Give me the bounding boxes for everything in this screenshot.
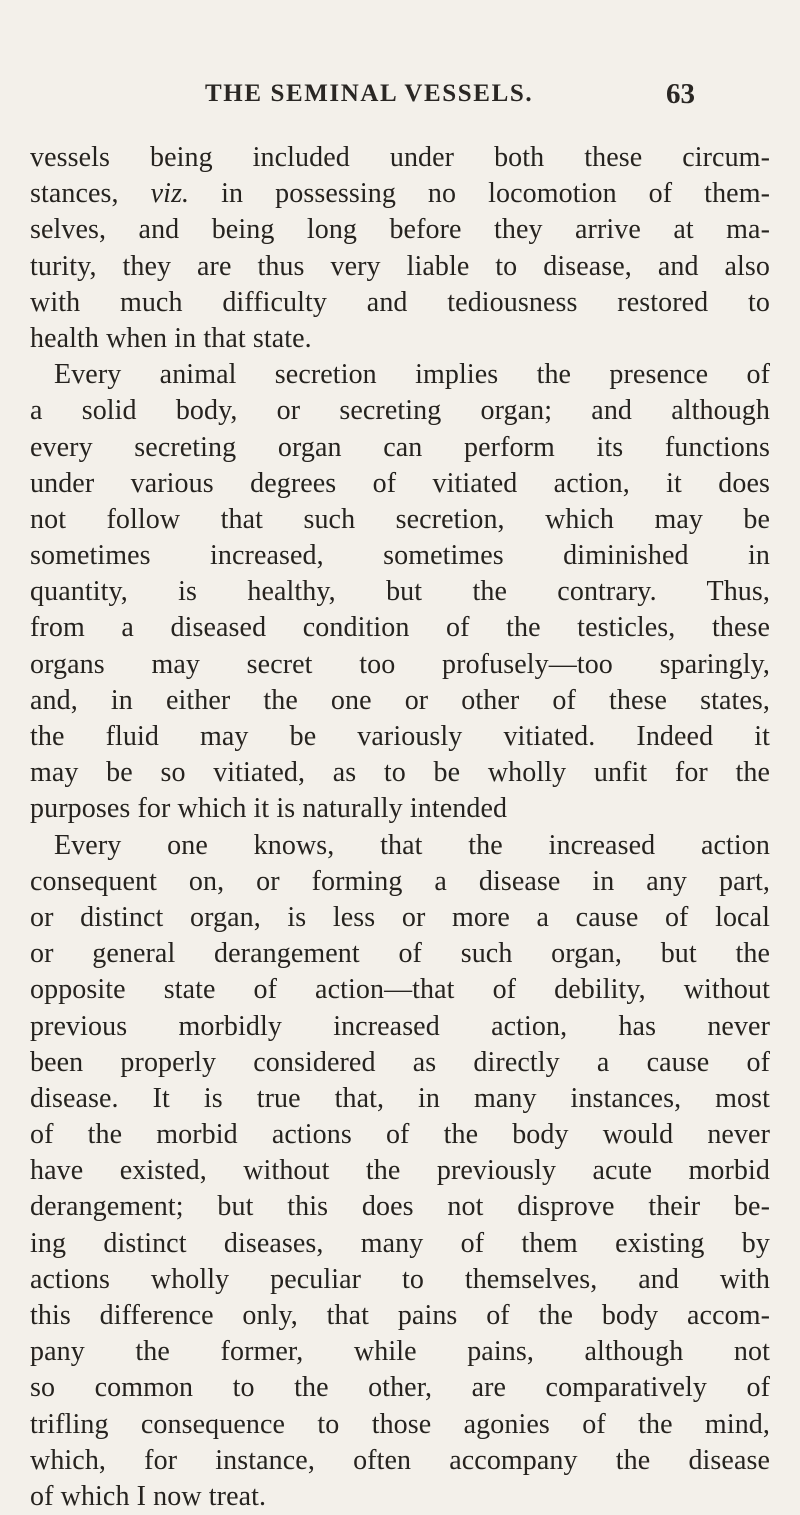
text-line: or general derangement of such organ, but the xyxy=(30,938,770,970)
text-line: pany the former, while pains, although not xyxy=(30,1336,770,1368)
text-line: ing distinct diseases, many of them existing by xyxy=(30,1227,770,1259)
text-line: quantity, is healthy, but the contrary. Thus, xyxy=(30,576,770,608)
text-line: of which I now treat. xyxy=(30,1480,267,1512)
text-line: under various degrees of vitiated action, it does xyxy=(30,467,770,499)
text-line: sometimes increased, sometimes diminished in xyxy=(30,540,770,572)
text-line xyxy=(30,176,770,212)
running-title: THE SEMINAL VESSELS. xyxy=(205,80,534,107)
text-line: of the morbid actions of the body would never xyxy=(30,1119,770,1151)
text-line: organs may secret too profusely—too sparingly, xyxy=(30,648,770,680)
text-line: so common to the other, are comparatively of xyxy=(30,1372,770,1404)
text-line: trifling consequence to those agonies of the mind, xyxy=(30,1408,770,1440)
paragraph-first-line: Every animal secretion implies the presence of xyxy=(54,359,770,391)
text-line: every secreting organ can perform its functions xyxy=(30,431,770,463)
text-line: selves, and being long before they arrive at ma- xyxy=(30,214,770,246)
text-line: previous morbidly increased action, has never xyxy=(30,1010,770,1042)
text-line: health when in that state. xyxy=(30,322,312,354)
text-line: and, in either the one or other of these states, xyxy=(30,684,770,716)
text-line: have existed, without the previously acute morbid xyxy=(30,1155,770,1187)
body-text xyxy=(30,140,770,1515)
text-line: may be so vitiated, as to be wholly unfit for the xyxy=(30,757,770,789)
text-line: this difference only, that pains of the body accom- xyxy=(30,1300,770,1331)
text-line: with much difficulty and tediousness restored to xyxy=(30,286,770,318)
page-number: 63 xyxy=(666,78,695,110)
text-line: turity, they are thus very liable to disease, and also xyxy=(30,250,770,282)
text-line: consequent on, or forming a disease in any part, xyxy=(30,865,770,897)
text-line: or distinct organ, is less or more a cause of local xyxy=(30,901,770,933)
text-line: vessels being included under both these circum- xyxy=(30,142,770,173)
italic-abbreviation: viz. xyxy=(150,178,190,210)
text-line: from a diseased condition of the testicles, these xyxy=(30,612,770,644)
text-line: which, for instance, often accompany the disease xyxy=(30,1444,770,1476)
text-line: purposes for which it is naturally intended xyxy=(30,793,508,825)
line-segment: stances, xyxy=(30,178,151,210)
line-segment: in possessing no locomotion of them- xyxy=(189,178,770,210)
text-line: opposite state of action—that of debility, without xyxy=(30,974,770,1006)
text-line: not follow that such secretion, which may be xyxy=(30,503,770,535)
text-line: disease. It is true that, in many instances, most xyxy=(30,1082,770,1114)
text-line: the fluid may be variously vitiated. Indeed it xyxy=(30,721,770,752)
text-line: a solid body, or secreting organ; and although xyxy=(30,395,770,427)
text-line: been properly considered as directly a cause of xyxy=(30,1046,770,1078)
running-head xyxy=(0,78,800,114)
paragraph-first-line: Every one knows, that the increased action xyxy=(54,829,770,861)
text-line: derangement; but this does not disprove their be- xyxy=(30,1191,770,1223)
text-line: actions wholly peculiar to themselves, and with xyxy=(30,1263,770,1295)
